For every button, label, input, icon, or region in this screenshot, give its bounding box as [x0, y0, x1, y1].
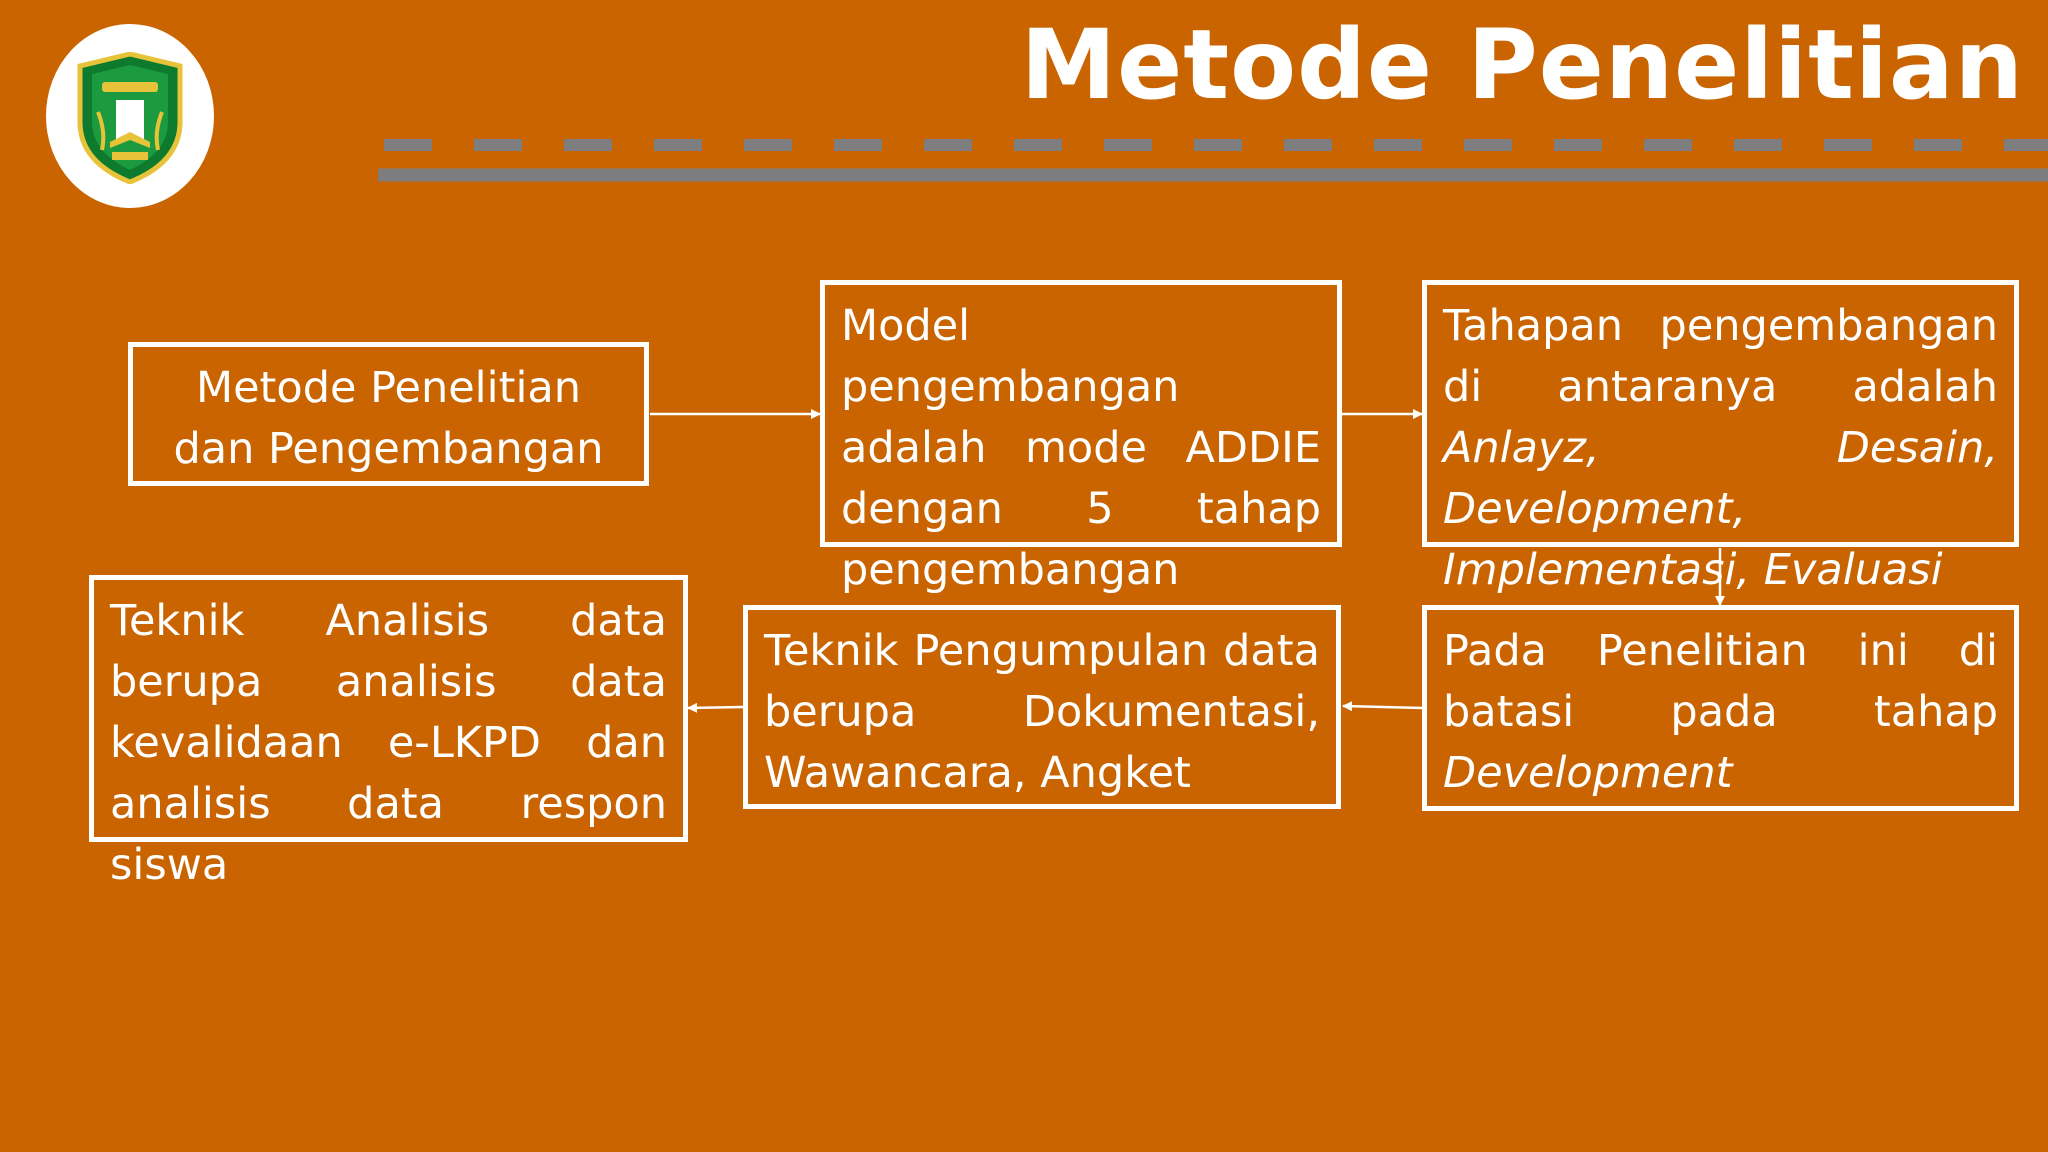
flow-box-research-method-text: Metode Penelitian dan Pengembangan — [173, 363, 604, 474]
stages-list-text: Anlayz, Desain, Development, Implementasi, Evaluasi — [1443, 423, 1998, 595]
page-title: Metode Penelitian — [1020, 9, 2024, 121]
flow-box-development-stages — [1422, 280, 2019, 595]
flow-box-research-limit — [1422, 605, 2019, 811]
limit-intro-text: Pada Penelitian ini di batasi pada tahap — [1443, 626, 1998, 737]
flow-box-data-collection — [743, 605, 1341, 809]
limit-stage-text: Development — [1443, 748, 1733, 798]
stages-intro-text: Tahapan pengembangan di antaranya adalah — [1443, 301, 1998, 412]
flow-box-data-analysis — [89, 575, 688, 890]
flow-box-data-analysis-text: Teknik Analisis data berupa analisis data kevalidaan e-LKPD dan analisis data respon siswa — [110, 596, 667, 890]
flow-box-addie-model-text: Model pengembangan adalah mode ADDIE dengan 5 tahap pengembangan — [841, 301, 1321, 595]
flow-box-addie-model — [820, 280, 1342, 595]
arrow-box5-to-box6 — [688, 707, 743, 708]
flow-box-development-stages-text — [1443, 296, 1998, 601]
arrow-box4-to-box5 — [1343, 706, 1423, 708]
flow-box-research-limit-text — [1443, 621, 1998, 804]
flow-box-data-collection-text: Teknik Pengumpulan data berupa Dokumentasi, Wawancara, Angket — [764, 626, 1320, 798]
flow-box-research-method — [128, 342, 649, 486]
